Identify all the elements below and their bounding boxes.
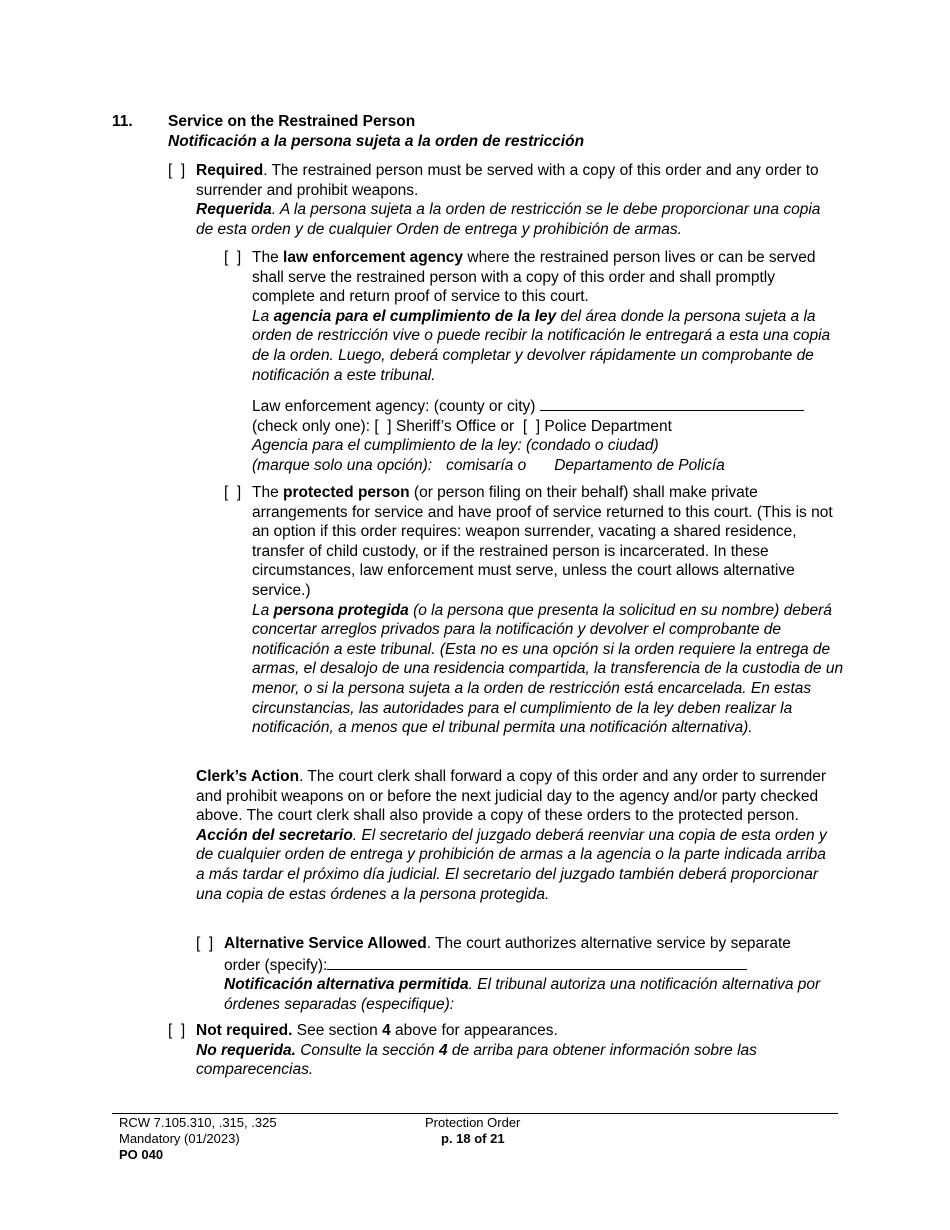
section-title [168, 112, 828, 151]
not-required-block [196, 1021, 826, 1080]
not-required-text-en: Not required. See section 4 above for appearances. [196, 1022, 558, 1039]
alternative-service-block [224, 934, 830, 1014]
alternative-service-text-en: Alternative Service Allowed. The court authorizes alternative service by separate order (specify): [224, 935, 791, 974]
law-enforcement-text-en: The law enforcement agency where the restrained person lives or can be served shall serve the restrained person with a copy of this order and shall promptly complete and return proof of service to this court. [252, 249, 816, 306]
footer-left [119, 1115, 277, 1163]
required-text-en: Required. The restrained person must be served with a copy of this order and any order to surrender and prohibit weapons. [196, 162, 819, 199]
clerk-action-text-en: Clerk’s Action. The court clerk shall forward a copy of this order and any order to surrender and prohibit weapons on or before the next judicial day to the agency and/or party checked above. The court clerk shall also provide a copy of these orders to the protected person. [196, 768, 827, 825]
protected-person-text-es: La persona protegida (o la persona que presenta la solicitud en su nombre) deberá concertar arreglos privados para la notificación y devolver el comprobante de notificación a este tribunal. (Esta no es una opción si la orden requiere la entrega de armas, el desalojo de una residencia compartida, la transferencia de la custodia de un menor, o si la persona sujeta a la orden de restricción está encarcelada. En estas circunstancias, las autoridades para el cumplimiento de la ley deben realizar la notificación, a menos que el tribunal permita una notificación alternativa). [252, 601, 844, 737]
section-title-es: Notificación a la persona sujeta a la orden de restricción [168, 132, 585, 150]
agency-check-line: (check only one): [ ] Sheriff’s Office or [ ] Police Department [252, 417, 672, 435]
section-number: 11. [112, 113, 133, 130]
agency-fields [252, 395, 852, 475]
police-checkbox[interactable]: [ ] [522, 417, 541, 435]
alternative-service-input[interactable] [327, 954, 747, 970]
footer-form-number: PO 040 [119, 1147, 164, 1162]
sheriff-checkbox[interactable]: [ ] [374, 417, 392, 435]
agency-label-es: Agencia para el cumplimiento de la ley: (condado o ciudad) [252, 437, 659, 455]
footer-center [425, 1115, 520, 1147]
protected-person-block [252, 483, 844, 738]
required-block [196, 161, 826, 239]
clerk-action-block [196, 767, 836, 904]
footer-mandatory: Mandatory (01/2023) [119, 1131, 240, 1146]
agency-label-line: Law enforcement agency: (county or city) [252, 395, 852, 417]
law-enforcement-block [252, 248, 832, 385]
required-text-es: Requerida. A la persona sujeta a la orden de restricción se le debe proporcionar una copia de esta orden y de cualquier Orden de entrega y prohibición de armas. [196, 201, 821, 238]
section-title-en: Service on the Restrained Person [168, 113, 416, 130]
law-enforcement-checkbox[interactable]: [ ] [224, 249, 242, 266]
footer-divider [112, 1113, 838, 1114]
alternative-service-text-es: Notificación alternativa permitida. El tribunal autoriza una notificación alternativa por órdenes separadas (especifique): [224, 976, 821, 1013]
not-required-checkbox[interactable]: [ ] [168, 1022, 186, 1039]
alternative-service-checkbox[interactable]: [ ] [196, 935, 214, 952]
agency-check-es: (marque solo una opción): comisaría o Departamento de Policía [252, 456, 725, 474]
not-required-text-es: No requerida. Consulte la sección 4 de arriba para obtener información sobre las comparecencias. [196, 1041, 757, 1079]
clerk-action-text-es: Acción del secretario. El secretario del juzgado deberá reenviar una copia de esta orden y de cualquier orden de entrega y prohibición de armas a la agencia o la parte indicada arriba a más tardar el próximo día judicial. El secretario del juzgado también deberá proporcionar una copia de estas órdenes a la persona protegida. [196, 826, 827, 903]
protected-person-checkbox[interactable]: [ ] [224, 484, 242, 501]
agency-input[interactable] [540, 395, 804, 411]
required-checkbox[interactable]: [ ] [168, 162, 186, 179]
footer-page-number: p. 18 of 21 [441, 1131, 505, 1146]
footer-doc-title: Protection Order [425, 1115, 521, 1130]
law-enforcement-text-es: La agencia para el cumplimiento de la ley del área donde la persona sujeta a la orden de restricción vive o puede recibir la notificación le entregará a esta una copia de la orden. Luego, deberá completar y devolver rápidamente un comprobante de notificación a este tribunal. [252, 307, 831, 384]
protected-person-text-en: The protected person (or person filing on their behalf) shall make private arrangements for service and have proof of service returned to this court. (This is not an option if this order requires: weapon surrender, vacating a shared residence, transfer of child custody, or if the restrained person is incarcerated. In these circumstances, law enforcement must serve, unless the court allows alternative service.) [252, 484, 833, 599]
sheriff-label: Sheriff’s Office or [395, 417, 515, 435]
footer-rcw: RCW 7.105.310, .315, .325 [119, 1115, 277, 1130]
police-label: Police Department [544, 417, 672, 435]
